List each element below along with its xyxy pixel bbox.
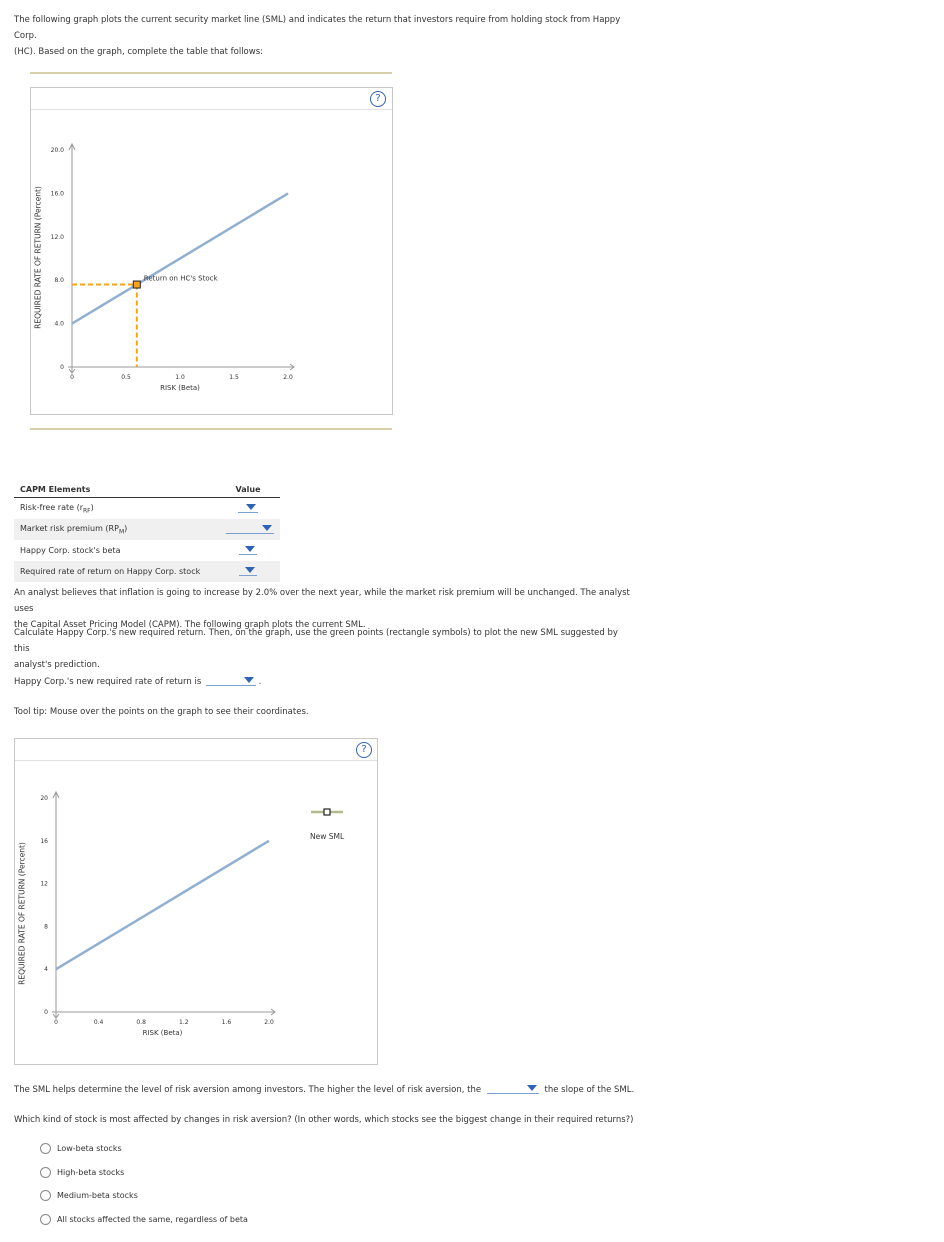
chart-1-plot bbox=[31, 88, 392, 414]
capm-row-label: Happy Corp. stock's beta bbox=[20, 546, 121, 555]
question-text: Which kind of stock is most affected by changes in risk aversion? (In other words, which stocks see the biggest change in their required returns?) bbox=[14, 1115, 634, 1125]
market-risk-premium-dropdown[interactable] bbox=[226, 523, 274, 534]
y-tick-label: 0 bbox=[60, 364, 64, 371]
y-tick-label: 20.0 bbox=[50, 147, 64, 154]
capm-row-label: Required rate of return on Happy Corp. stock bbox=[20, 567, 201, 576]
legend-label: New SML bbox=[310, 832, 345, 841]
x-tick-label: 1.0 bbox=[175, 374, 185, 381]
y-tick-label: 12 bbox=[40, 880, 48, 888]
x-axis-label: RISK (Beta) bbox=[160, 384, 200, 392]
x-tick-label: 0.8 bbox=[136, 1019, 146, 1026]
option-high-beta[interactable] bbox=[40, 1167, 124, 1178]
sml-line bbox=[56, 841, 269, 969]
capm-row bbox=[14, 561, 280, 582]
capm-row-tail: ) bbox=[124, 523, 128, 533]
option-label: Low-beta stocks bbox=[57, 1144, 122, 1153]
slope-dropdown[interactable] bbox=[487, 1083, 539, 1094]
divider-top bbox=[30, 72, 392, 74]
help-icon[interactable]: ? bbox=[356, 742, 372, 758]
capm-row bbox=[14, 519, 280, 540]
option-label: Medium-beta stocks bbox=[57, 1191, 138, 1200]
y-axis-label: REQUIRED RATE OF RETURN (Percent) bbox=[17, 842, 27, 985]
y-tick-label: 12.0 bbox=[50, 233, 64, 241]
capm-header-value: Value bbox=[216, 482, 280, 498]
x-tick-label: 0 bbox=[54, 1019, 58, 1026]
hc-point-label: Return on HC's Stock bbox=[143, 274, 218, 283]
intro-text bbox=[14, 12, 634, 60]
x-tick-label: 1.5 bbox=[229, 374, 239, 381]
calc-line-2: analyst's prediction. bbox=[14, 660, 100, 670]
capm-row-label: Risk-free rate (r bbox=[20, 502, 83, 512]
x-axis-label: RISK (Beta) bbox=[142, 1029, 183, 1037]
new-return-dropdown[interactable] bbox=[206, 675, 256, 686]
tooltip-text: Tool tip: Mouse over the points on the graph to see their coordinates. bbox=[14, 707, 309, 717]
x-tick-label: 1.6 bbox=[221, 1019, 232, 1026]
x-tick-label: 2.0 bbox=[264, 1019, 274, 1026]
radio-icon[interactable] bbox=[40, 1214, 51, 1225]
analyst-line-2: the Capital Asset Pricing Model (CAPM). The following graph plots the current SML. bbox=[14, 620, 366, 630]
sml-line bbox=[72, 193, 288, 323]
capm-row-sub: M bbox=[118, 528, 125, 536]
y-tick-label: 0 bbox=[44, 1009, 48, 1016]
y-tick-label: 4 bbox=[44, 966, 48, 974]
x-tick-label: 2.0 bbox=[283, 374, 293, 381]
x-tick-label: 0.5 bbox=[121, 374, 131, 381]
help-icon[interactable]: ? bbox=[370, 91, 386, 107]
option-all-same[interactable] bbox=[40, 1214, 248, 1225]
radio-icon[interactable] bbox=[40, 1190, 51, 1201]
radio-icon[interactable] bbox=[40, 1167, 51, 1178]
sml-sentence bbox=[14, 1083, 634, 1095]
x-tick-label: 1.2 bbox=[179, 1019, 189, 1026]
risk-free-dropdown[interactable] bbox=[238, 502, 258, 513]
option-label: High-beta stocks bbox=[57, 1168, 125, 1177]
new-return-sentence bbox=[14, 675, 261, 687]
y-tick-label: 20 bbox=[40, 795, 48, 802]
capm-table bbox=[14, 482, 280, 582]
y-axis-label: REQUIRED RATE OF RETURN (Percent) bbox=[33, 186, 43, 329]
y-tick-label: 4.0 bbox=[54, 320, 64, 328]
intro-line-2: (HC). Based on the graph, complete the table that follows: bbox=[14, 47, 263, 57]
option-label: All stocks affected the same, regardless of beta bbox=[57, 1215, 248, 1224]
new-return-suffix: . bbox=[258, 677, 262, 687]
capm-row-tail: ) bbox=[90, 502, 94, 512]
legend-marker bbox=[324, 809, 330, 815]
x-tick-label: 0 bbox=[70, 374, 74, 381]
y-tick-label: 8 bbox=[44, 923, 48, 931]
hc-point bbox=[133, 281, 140, 288]
capm-row bbox=[14, 498, 280, 520]
calc-text bbox=[14, 625, 634, 673]
chart-2-plot bbox=[15, 739, 377, 1064]
beta-dropdown[interactable] bbox=[239, 544, 257, 555]
intro-line-1: The following graph plots the current security market line (SML) and indicates the return that investors require from holding stock from Happy Corp. bbox=[14, 15, 621, 41]
capm-row-sub: RF bbox=[83, 507, 91, 515]
capm-row-label: Market risk premium (RP bbox=[20, 523, 119, 533]
divider-bottom bbox=[30, 428, 392, 430]
new-return-prefix: Happy Corp.'s new required rate of return is bbox=[14, 677, 202, 687]
analyst-line-1: An analyst believes that inflation is going to increase by 2.0% over the next year, while the market risk premium will be unchanged. The analyst uses bbox=[14, 588, 630, 614]
calc-line-1: Calculate Happy Corp.'s new required return. Then, on the graph, use the green points (rectangle symbols) to plot the new SML suggested by this bbox=[14, 628, 618, 654]
y-tick-label: 8.0 bbox=[54, 277, 64, 285]
option-medium-beta[interactable] bbox=[40, 1190, 138, 1201]
radio-icon[interactable] bbox=[40, 1143, 51, 1154]
sml-sentence-prefix: The SML helps determine the level of risk aversion among investors. The higher the level of risk aversion, the bbox=[14, 1085, 482, 1095]
y-tick-label: 16.0 bbox=[50, 190, 64, 198]
sml-chart-1 bbox=[30, 87, 393, 415]
capm-header-elements: CAPM Elements bbox=[14, 482, 216, 498]
required-return-dropdown[interactable] bbox=[239, 565, 257, 576]
y-tick-label: 16 bbox=[40, 837, 48, 845]
sml-sentence-suffix: the slope of the SML. bbox=[544, 1085, 635, 1095]
capm-row bbox=[14, 540, 280, 561]
option-low-beta[interactable] bbox=[40, 1143, 122, 1154]
x-tick-label: 0.4 bbox=[93, 1019, 104, 1026]
sml-chart-2 bbox=[14, 738, 378, 1065]
